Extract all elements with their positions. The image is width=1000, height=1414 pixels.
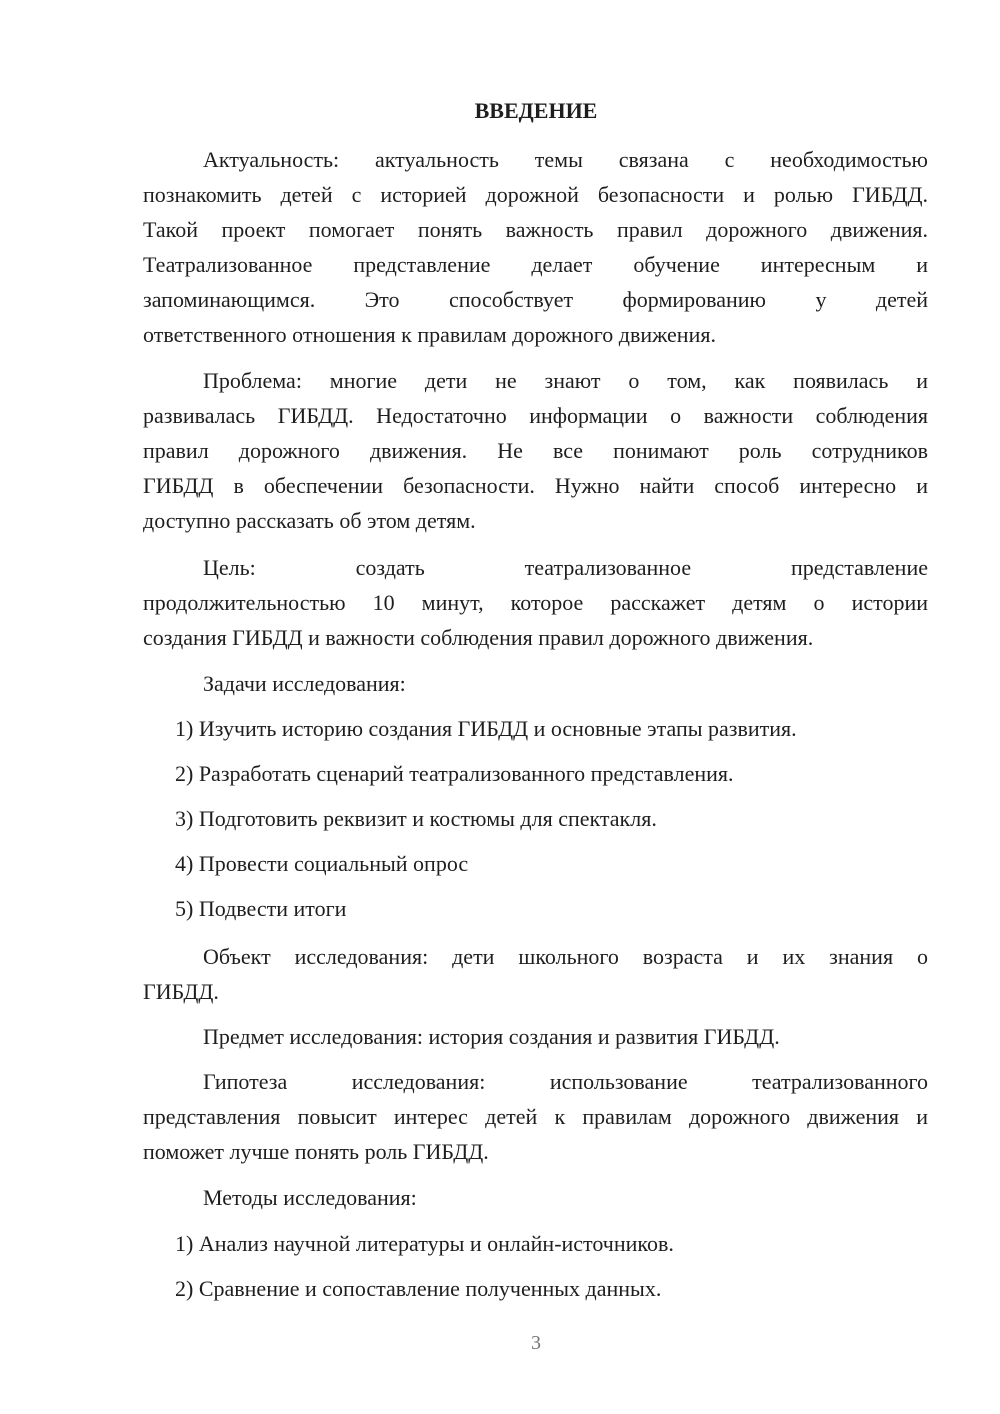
goal-paragraph <box>143 550 928 655</box>
tasks-label-block <box>143 666 928 701</box>
list-item: 2) Разработать сценарий театрализованного представления. <box>175 761 734 786</box>
text-line: поможет лучше понять роль ГИБДД. <box>143 1139 489 1164</box>
text-line: Театрализованное представление делает обучение интересным и <box>143 252 928 277</box>
text-line: Цель: создать театрализованное представление <box>203 555 928 580</box>
text-line: доступно рассказать об этом детям. <box>143 508 476 533</box>
list-item: 2) Сравнение и сопоставление полученных данных. <box>175 1276 662 1301</box>
text-line: Гипотеза исследования: использование театрализованного <box>203 1069 928 1094</box>
page-number: 3 <box>531 1332 541 1354</box>
text-line: запоминающимся. Это способствует формированию у детей <box>143 287 928 312</box>
methods-list <box>143 1226 928 1316</box>
text-line: Предмет исследования: история создания и развития ГИБДД. <box>203 1024 780 1049</box>
tasks-label: Задачи исследования: <box>203 671 406 696</box>
text-line: Проблема: многие дети не знают о том, как появилась и <box>203 368 928 393</box>
object-paragraph <box>143 939 928 1009</box>
list-item: 4) Провести социальный опрос <box>175 851 469 876</box>
text-line: Актуальность: актуальность темы связана с необходимостью <box>203 147 928 172</box>
text-line: Такой проект помогает понять важность правил дорожного движения. <box>143 217 928 242</box>
text-line: представления повысит интерес детей к правилам дорожного движения и <box>143 1104 928 1129</box>
list-item: 1) Анализ научной литературы и онлайн-источников. <box>175 1231 674 1256</box>
relevance-paragraph <box>143 142 928 352</box>
text-line: ответственного отношения к правилам дорожного движения. <box>143 322 716 347</box>
subject-paragraph <box>143 1019 928 1054</box>
text-line: ГИБДД. <box>143 979 219 1004</box>
text-line: развивалась ГИБДД. Недостаточно информации о важности соблюдения <box>143 403 928 428</box>
methods-label-block <box>143 1180 928 1215</box>
text-line: продолжительностью 10 минут, которое расскажет детям о истории <box>143 590 928 615</box>
list-item: 3) Подготовить реквизит и костюмы для спектакля. <box>175 806 657 831</box>
text-line: создания ГИБДД и важности соблюдения правил дорожного движения. <box>143 625 814 650</box>
text-line: познакомить детей с историей дорожной безопасности и ролью ГИБДД. <box>143 182 928 207</box>
text-line: ГИБДД в обеспечении безопасности. Нужно найти способ интересно и <box>143 473 928 498</box>
methods-label: Методы исследования: <box>203 1185 417 1210</box>
problem-paragraph <box>143 363 928 538</box>
text-line: правил дорожного движения. Не все понимают роль сотрудников <box>143 438 928 463</box>
text-line: Объект исследования: дети школьного возраста и их знания о <box>203 944 928 969</box>
list-item: 1) Изучить историю создания ГИБДД и основные этапы развития. <box>175 716 797 741</box>
list-item: 5) Подвести итоги <box>175 896 347 921</box>
tasks-list <box>143 711 928 936</box>
hypothesis-paragraph <box>143 1064 928 1169</box>
section-title: ВВЕДЕНИЕ <box>474 98 598 123</box>
